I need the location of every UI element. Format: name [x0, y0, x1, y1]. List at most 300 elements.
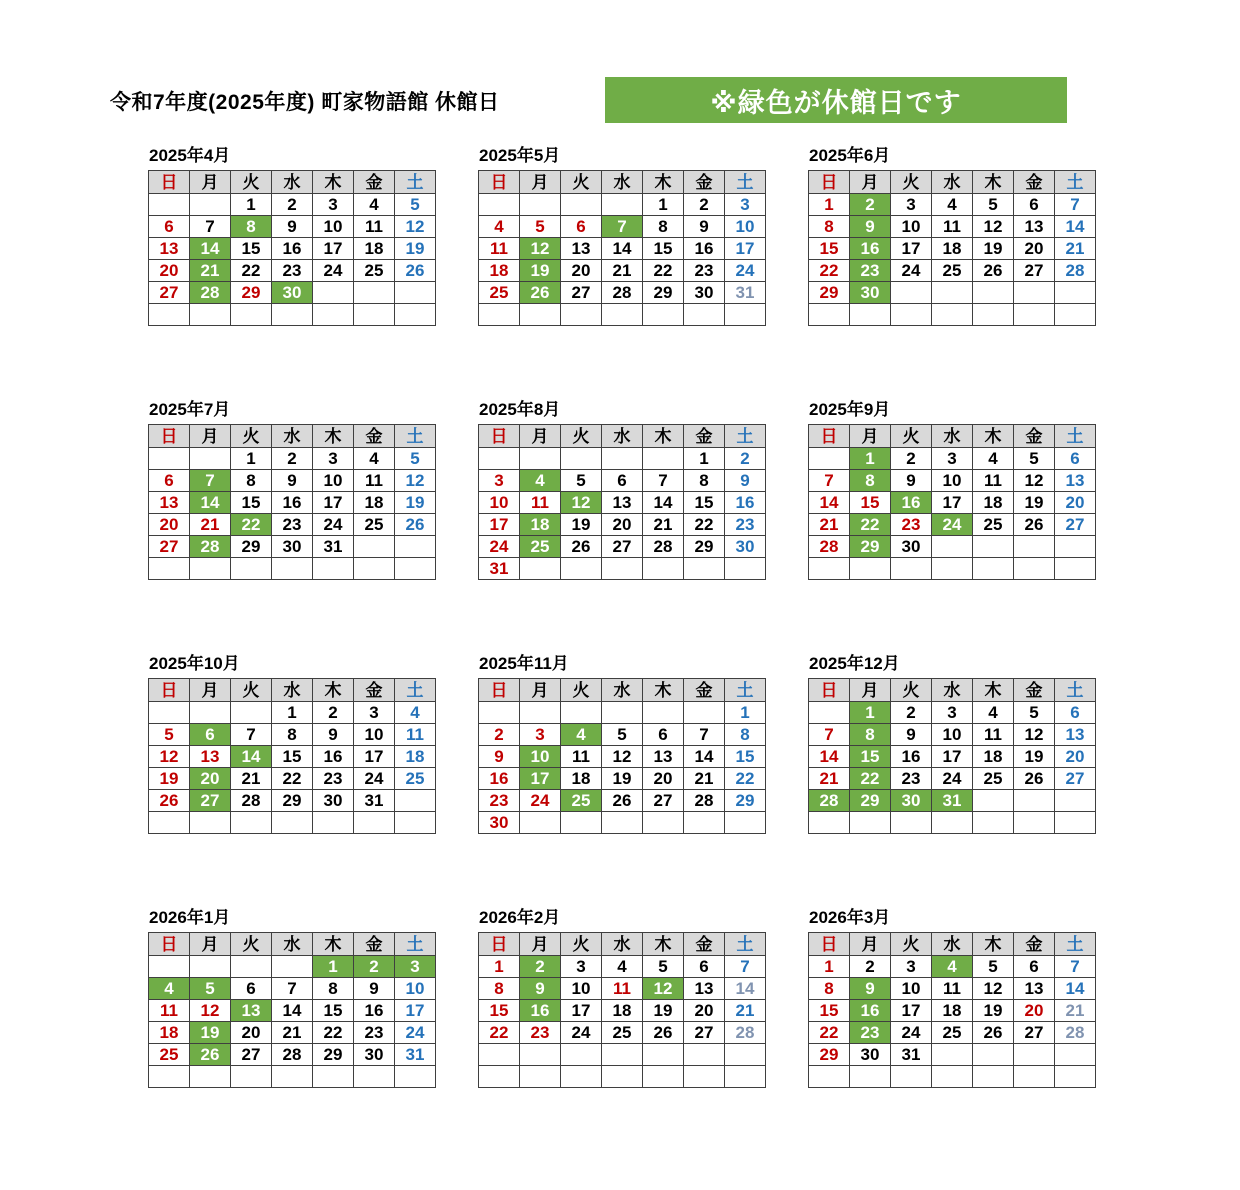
day-cell: 25	[973, 514, 1014, 536]
empty-cell	[809, 558, 850, 580]
day-cell: 21	[272, 1022, 313, 1044]
day-cell: 12	[1014, 470, 1055, 492]
day-cell: 10	[479, 492, 520, 514]
day-cell: 15	[231, 492, 272, 514]
weekday-header: 日	[149, 933, 190, 956]
weekday-header: 金	[684, 171, 725, 194]
weekday-header: 水	[272, 679, 313, 702]
weekday-header: 木	[643, 425, 684, 448]
weekday-header: 土	[725, 425, 766, 448]
week-row	[809, 1000, 1096, 1022]
day-cell: 9	[479, 746, 520, 768]
day-cell: 9	[272, 216, 313, 238]
empty-cell	[231, 1066, 272, 1088]
day-cell-closed: 23	[850, 260, 891, 282]
empty-cell	[932, 304, 973, 326]
day-cell: 12	[190, 1000, 231, 1022]
week-row	[149, 956, 436, 978]
day-cell: 18	[149, 1022, 190, 1044]
day-cell: 21	[725, 1000, 766, 1022]
day-cell: 1	[479, 956, 520, 978]
day-cell: 2	[479, 724, 520, 746]
day-cell: 5	[973, 956, 1014, 978]
day-cell: 5	[973, 194, 1014, 216]
empty-cell	[973, 812, 1014, 834]
week-row	[479, 768, 766, 790]
weekday-header: 木	[313, 425, 354, 448]
day-cell: 19	[602, 768, 643, 790]
day-cell-closed: 27	[190, 790, 231, 812]
weekday-header: 月	[520, 425, 561, 448]
day-cell-closed: 5	[190, 978, 231, 1000]
weekday-header: 水	[272, 425, 313, 448]
day-cell: 3	[561, 956, 602, 978]
empty-cell	[850, 304, 891, 326]
month-table	[148, 932, 436, 1088]
month-calendar	[808, 146, 1096, 326]
day-cell: 3	[932, 702, 973, 724]
month-title: 2026年2月	[479, 908, 561, 927]
week-row	[809, 470, 1096, 492]
day-cell: 26	[1014, 768, 1055, 790]
day-cell: 17	[354, 746, 395, 768]
day-cell-closed: 19	[190, 1022, 231, 1044]
weekday-header: 土	[1055, 679, 1096, 702]
month-calendar	[478, 400, 766, 580]
empty-cell	[190, 448, 231, 470]
month-title: 2025年11月	[479, 654, 569, 673]
day-cell: 21	[809, 768, 850, 790]
day-cell: 17	[932, 746, 973, 768]
month-title: 2025年4月	[149, 146, 231, 165]
weekday-header: 土	[1055, 425, 1096, 448]
day-cell: 8	[313, 978, 354, 1000]
day-cell: 17	[313, 238, 354, 260]
day-cell-closed: 28	[809, 790, 850, 812]
empty-cell	[973, 790, 1014, 812]
week-row	[479, 1044, 766, 1066]
day-cell: 7	[809, 724, 850, 746]
empty-cell	[520, 702, 561, 724]
month-table	[478, 932, 766, 1088]
day-cell: 18	[395, 746, 436, 768]
day-cell: 1	[809, 956, 850, 978]
weekday-header: 木	[973, 171, 1014, 194]
day-cell: 5	[602, 724, 643, 746]
empty-cell	[850, 558, 891, 580]
weekday-header: 火	[561, 171, 602, 194]
empty-cell	[395, 1066, 436, 1088]
empty-cell	[684, 1066, 725, 1088]
day-cell: 21	[643, 514, 684, 536]
weekday-header: 日	[149, 425, 190, 448]
empty-cell	[354, 558, 395, 580]
empty-cell	[520, 558, 561, 580]
day-cell: 26	[395, 514, 436, 536]
week-row	[479, 724, 766, 746]
empty-cell	[850, 812, 891, 834]
day-cell: 26	[561, 536, 602, 558]
weekday-header: 土	[725, 933, 766, 956]
day-cell: 12	[149, 746, 190, 768]
day-cell: 22	[643, 260, 684, 282]
empty-cell	[395, 282, 436, 304]
week-row	[809, 492, 1096, 514]
day-cell: 27	[1014, 260, 1055, 282]
day-cell: 1	[231, 194, 272, 216]
empty-cell	[1014, 1066, 1055, 1088]
empty-cell	[891, 558, 932, 580]
day-cell: 6	[1055, 702, 1096, 724]
empty-cell	[272, 1066, 313, 1088]
empty-cell	[973, 282, 1014, 304]
day-cell: 21	[190, 514, 231, 536]
empty-cell	[190, 304, 231, 326]
day-cell: 24	[891, 1022, 932, 1044]
weekday-header-row	[149, 933, 436, 956]
day-cell: 22	[231, 260, 272, 282]
week-row	[809, 216, 1096, 238]
day-cell: 2	[684, 194, 725, 216]
empty-cell	[149, 304, 190, 326]
weekday-header: 日	[479, 171, 520, 194]
day-cell: 3	[932, 448, 973, 470]
empty-cell	[932, 558, 973, 580]
empty-cell	[1055, 790, 1096, 812]
weekday-header: 火	[561, 679, 602, 702]
week-row	[149, 492, 436, 514]
day-cell: 5	[561, 470, 602, 492]
weekday-header: 金	[1014, 425, 1055, 448]
week-row	[809, 978, 1096, 1000]
empty-cell	[479, 194, 520, 216]
empty-cell	[1014, 282, 1055, 304]
empty-cell	[190, 812, 231, 834]
weekday-header: 木	[313, 679, 354, 702]
day-cell: 16	[891, 746, 932, 768]
day-cell: 4	[602, 956, 643, 978]
month-calendar	[808, 654, 1096, 834]
day-cell-closed: 12	[520, 238, 561, 260]
month-table	[808, 678, 1096, 834]
day-cell-closed: 4	[932, 956, 973, 978]
empty-cell	[643, 304, 684, 326]
month-table	[148, 678, 436, 834]
day-cell: 2	[313, 702, 354, 724]
empty-cell	[231, 956, 272, 978]
weekday-header: 土	[725, 171, 766, 194]
day-cell-closed: 16	[850, 1000, 891, 1022]
day-cell: 7	[684, 724, 725, 746]
week-row	[479, 536, 766, 558]
day-cell: 19	[1014, 492, 1055, 514]
day-cell: 25	[354, 514, 395, 536]
month-title: 2025年10月	[149, 654, 240, 673]
day-cell: 10	[354, 724, 395, 746]
day-cell-closed: 14	[190, 238, 231, 260]
day-cell: 22	[479, 1022, 520, 1044]
day-cell: 9	[891, 724, 932, 746]
day-cell: 15	[643, 238, 684, 260]
empty-cell	[725, 812, 766, 834]
day-cell: 4	[973, 702, 1014, 724]
day-cell: 5	[643, 956, 684, 978]
day-cell: 23	[354, 1022, 395, 1044]
day-cell: 27	[561, 282, 602, 304]
empty-cell	[190, 194, 231, 216]
day-cell: 12	[1014, 724, 1055, 746]
day-cell: 8	[231, 470, 272, 492]
empty-cell	[602, 1066, 643, 1088]
weekday-header: 月	[850, 425, 891, 448]
empty-cell	[354, 1066, 395, 1088]
week-row	[479, 790, 766, 812]
day-cell: 5	[395, 448, 436, 470]
day-cell: 1	[643, 194, 684, 216]
day-cell-closed: 16	[891, 492, 932, 514]
empty-cell	[395, 304, 436, 326]
day-cell: 13	[190, 746, 231, 768]
day-cell: 10	[891, 216, 932, 238]
day-cell-closed: 4	[561, 724, 602, 746]
day-cell: 19	[561, 514, 602, 536]
day-cell: 26	[149, 790, 190, 812]
day-cell: 31	[479, 558, 520, 580]
day-cell: 6	[149, 470, 190, 492]
day-cell: 3	[725, 194, 766, 216]
day-cell: 19	[149, 768, 190, 790]
empty-cell	[149, 558, 190, 580]
empty-cell	[313, 558, 354, 580]
weekday-header: 土	[725, 679, 766, 702]
day-cell: 19	[1014, 746, 1055, 768]
day-cell: 19	[395, 238, 436, 260]
day-cell: 17	[395, 1000, 436, 1022]
day-cell: 20	[231, 1022, 272, 1044]
day-cell: 25	[395, 768, 436, 790]
weekday-header-row	[479, 679, 766, 702]
week-row	[479, 282, 766, 304]
week-row	[809, 812, 1096, 834]
empty-cell	[602, 558, 643, 580]
weekday-header-row	[479, 171, 766, 194]
month-table	[478, 424, 766, 580]
day-cell-closed: 2	[354, 956, 395, 978]
empty-cell	[1055, 558, 1096, 580]
day-cell: 6	[1014, 956, 1055, 978]
day-cell: 19	[973, 238, 1014, 260]
empty-cell	[354, 304, 395, 326]
empty-cell	[149, 956, 190, 978]
day-cell: 20	[149, 260, 190, 282]
empty-cell	[561, 558, 602, 580]
empty-cell	[561, 448, 602, 470]
month-calendar	[478, 908, 766, 1088]
day-cell: 18	[973, 746, 1014, 768]
month-calendar	[148, 908, 436, 1088]
month-calendar	[148, 146, 436, 326]
weekday-header: 木	[313, 171, 354, 194]
week-row	[479, 194, 766, 216]
day-cell: 17	[725, 238, 766, 260]
day-cell: 2	[272, 194, 313, 216]
empty-cell	[395, 790, 436, 812]
day-cell: 25	[354, 260, 395, 282]
week-row	[809, 768, 1096, 790]
weekday-header: 土	[395, 171, 436, 194]
day-cell: 15	[684, 492, 725, 514]
empty-cell	[725, 1066, 766, 1088]
day-cell: 9	[684, 216, 725, 238]
day-cell: 2	[272, 448, 313, 470]
weekday-header: 土	[1055, 171, 1096, 194]
weekday-header: 日	[149, 679, 190, 702]
empty-cell	[479, 1066, 520, 1088]
day-cell: 3	[479, 470, 520, 492]
day-cell: 5	[395, 194, 436, 216]
empty-cell	[973, 1066, 1014, 1088]
day-cell: 14	[809, 492, 850, 514]
empty-cell	[891, 282, 932, 304]
day-cell-closed: 9	[850, 216, 891, 238]
day-cell: 9	[313, 724, 354, 746]
week-row	[479, 1022, 766, 1044]
day-cell: 12	[973, 216, 1014, 238]
weekday-header: 土	[395, 425, 436, 448]
empty-cell	[602, 1044, 643, 1066]
week-row	[479, 260, 766, 282]
weekday-header: 月	[190, 425, 231, 448]
day-cell: 28	[231, 790, 272, 812]
day-cell: 29	[643, 282, 684, 304]
page-title: 令和7年度(2025年度) 町家物語館 休館日	[110, 91, 500, 114]
day-cell: 9	[272, 470, 313, 492]
day-cell: 28	[684, 790, 725, 812]
day-cell: 3	[520, 724, 561, 746]
empty-cell	[313, 812, 354, 834]
weekday-header: 火	[561, 425, 602, 448]
week-row	[809, 724, 1096, 746]
day-cell: 20	[1014, 238, 1055, 260]
week-row	[809, 1044, 1096, 1066]
empty-cell	[725, 558, 766, 580]
day-cell: 20	[1055, 746, 1096, 768]
day-cell: 13	[1055, 724, 1096, 746]
month-title: 2025年12月	[809, 654, 900, 673]
day-cell: 12	[395, 216, 436, 238]
day-cell: 8	[272, 724, 313, 746]
day-cell-closed: 13	[231, 1000, 272, 1022]
empty-cell	[602, 304, 643, 326]
month-title: 2025年7月	[149, 400, 231, 419]
day-cell: 11	[479, 238, 520, 260]
empty-cell	[932, 812, 973, 834]
empty-cell	[190, 1066, 231, 1088]
week-row	[809, 260, 1096, 282]
day-cell: 9	[891, 470, 932, 492]
day-cell: 15	[479, 1000, 520, 1022]
weekday-header: 土	[1055, 933, 1096, 956]
day-cell-closed: 30	[272, 282, 313, 304]
day-cell: 8	[809, 216, 850, 238]
day-cell: 1	[809, 194, 850, 216]
empty-cell	[1055, 304, 1096, 326]
day-cell: 11	[149, 1000, 190, 1022]
day-cell: 18	[602, 1000, 643, 1022]
day-cell: 22	[313, 1022, 354, 1044]
empty-cell	[149, 812, 190, 834]
weekday-header: 火	[891, 933, 932, 956]
day-cell: 9	[354, 978, 395, 1000]
day-cell: 28	[643, 536, 684, 558]
day-cell: 27	[1055, 768, 1096, 790]
day-cell: 19	[973, 1000, 1014, 1022]
weekday-header: 火	[231, 171, 272, 194]
day-cell-closed: 21	[190, 260, 231, 282]
weekday-header: 日	[809, 679, 850, 702]
weekday-header: 水	[272, 933, 313, 956]
week-row	[149, 1000, 436, 1022]
weekday-header: 金	[354, 425, 395, 448]
empty-cell	[643, 558, 684, 580]
day-cell: 31	[313, 536, 354, 558]
legend-banner	[605, 77, 1067, 123]
week-row	[479, 238, 766, 260]
empty-cell	[1055, 812, 1096, 834]
weekday-header: 金	[684, 425, 725, 448]
empty-cell	[395, 812, 436, 834]
week-row	[479, 812, 766, 834]
weekday-header: 月	[850, 679, 891, 702]
empty-cell	[561, 304, 602, 326]
day-cell: 7	[190, 216, 231, 238]
empty-cell	[973, 304, 1014, 326]
empty-cell	[809, 702, 850, 724]
day-cell: 14	[643, 492, 684, 514]
day-cell-closed: 7	[602, 216, 643, 238]
empty-cell	[643, 448, 684, 470]
day-cell: 28	[272, 1044, 313, 1066]
weekday-header-row	[149, 679, 436, 702]
day-cell: 24	[725, 260, 766, 282]
empty-cell	[354, 536, 395, 558]
day-cell: 31	[354, 790, 395, 812]
day-cell: 19	[643, 1000, 684, 1022]
empty-cell	[190, 702, 231, 724]
month-title: 2026年3月	[809, 908, 891, 927]
day-cell: 10	[891, 978, 932, 1000]
day-cell: 20	[561, 260, 602, 282]
day-cell-closed: 24	[932, 514, 973, 536]
weekday-header: 火	[231, 679, 272, 702]
weekday-header: 木	[643, 933, 684, 956]
day-cell: 10	[932, 470, 973, 492]
empty-cell	[1014, 812, 1055, 834]
weekday-header-row	[149, 425, 436, 448]
empty-cell	[272, 558, 313, 580]
weekday-header: 日	[149, 171, 190, 194]
day-cell: 16	[313, 746, 354, 768]
day-cell: 12	[602, 746, 643, 768]
weekday-header: 水	[272, 171, 313, 194]
day-cell: 29	[272, 790, 313, 812]
weekday-header-row	[809, 933, 1096, 956]
week-row	[149, 448, 436, 470]
empty-cell	[561, 812, 602, 834]
empty-cell	[684, 304, 725, 326]
day-cell: 27	[1014, 1022, 1055, 1044]
day-cell: 17	[313, 492, 354, 514]
